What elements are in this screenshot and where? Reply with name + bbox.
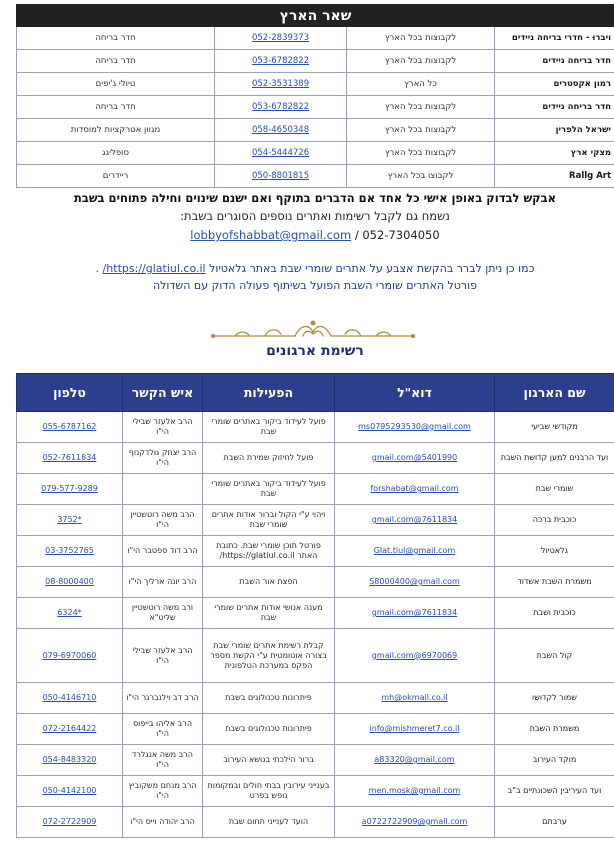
org-email-link[interactable]: men.mosk@gmail.com bbox=[368, 786, 461, 795]
contact-separator: / bbox=[354, 228, 359, 242]
org-contact-person: הרב דוד ספטבר הי"ו bbox=[127, 546, 198, 555]
ornament-divider-icon bbox=[205, 318, 421, 344]
attraction-row bbox=[17, 73, 614, 96]
attraction-row bbox=[17, 119, 614, 142]
org-phone-link[interactable]: 055-6787162 bbox=[42, 422, 97, 431]
org-activity: בענייני עירובין בבתי חולים ובמקומות נופש בפרט bbox=[207, 781, 330, 800]
attraction-area: לקבוצות בכל הארץ bbox=[384, 125, 457, 135]
org-activity: פורטל תוכן שומרי שבת. כתובת האתר https://glatiul.co.il/ bbox=[216, 541, 321, 560]
col-header-contact: איש הקשר bbox=[123, 374, 203, 412]
org-name: שומרי שבת bbox=[535, 484, 574, 493]
attraction-area: לקבוצות בכל הארץ bbox=[384, 56, 457, 66]
org-contact-person: הרב אלעזר שבילי הי"ו bbox=[132, 417, 193, 436]
org-activity: הועד לענייני תחום שבת bbox=[228, 817, 309, 826]
attraction-row bbox=[17, 96, 614, 119]
org-contact-person: ורב משה רוטשטיין שליט"א bbox=[131, 603, 194, 622]
org-activity: פועל לחיזוק שמירת השבת bbox=[223, 453, 314, 462]
org-phone-link[interactable]: 08-8000400 bbox=[45, 577, 94, 586]
attraction-type: מגוון אטרקציות למוסדות bbox=[70, 125, 161, 135]
org-phone-link[interactable]: 054-8483320 bbox=[42, 755, 97, 764]
org-contact-person: הרב אליהו בייפוס הי"ו bbox=[132, 719, 193, 738]
org-contact-person: הרב דב וילנברגר הי"ו bbox=[126, 693, 199, 702]
org-email-link[interactable]: a83320@gmail.com bbox=[374, 755, 455, 764]
org-name: כוכבית ברכה bbox=[532, 515, 577, 524]
attraction-row bbox=[17, 50, 614, 73]
attraction-area: לקבוצו בכל הארץ bbox=[387, 171, 454, 181]
attraction-area: לקבוצות בכל הארץ bbox=[384, 33, 457, 43]
attraction-name: ישראל הלפרין bbox=[555, 125, 612, 135]
org-contact-person: הרב משה רוטשטיין הי"ו bbox=[130, 510, 195, 529]
org-phone-link[interactable]: 079-577-9289 bbox=[41, 484, 98, 493]
org-name: כוכבית ושבת bbox=[533, 608, 576, 617]
attraction-type: חדר בריחה bbox=[95, 102, 136, 112]
attraction-phone-link[interactable]: 058-4650348 bbox=[251, 125, 310, 135]
org-email-link[interactable]: forshabat@gmail.com bbox=[370, 484, 459, 493]
organization-row bbox=[17, 714, 614, 745]
org-phone-link[interactable]: 050-4142100 bbox=[42, 786, 97, 795]
glatiul-tail: . bbox=[95, 262, 100, 275]
organization-row bbox=[17, 412, 614, 443]
col-header-email: דוא"ל bbox=[335, 374, 495, 412]
attraction-name: חדר בריחה ניידים bbox=[542, 102, 612, 112]
org-phone-link[interactable]: 052-7611834 bbox=[42, 453, 97, 462]
org-name: קול השבת bbox=[536, 650, 573, 660]
org-name: גלאטיול bbox=[541, 546, 568, 555]
attraction-name: ויברוּ - חדרי בריחה ניידים bbox=[511, 33, 612, 43]
attraction-name: Rallg Art bbox=[569, 171, 612, 181]
org-name: משמרת השבת bbox=[529, 724, 580, 733]
contact-email-link[interactable]: lobbyofshabbat@gmail.com bbox=[190, 228, 352, 242]
attraction-name: מצקי ארץ bbox=[570, 148, 612, 158]
organization-row bbox=[17, 536, 614, 567]
organization-row bbox=[17, 683, 614, 714]
org-phone-link[interactable]: 079-6970060 bbox=[42, 650, 97, 660]
attraction-type: חדר בריחה bbox=[95, 33, 136, 43]
attraction-phone-link[interactable]: 052-3531389 bbox=[251, 79, 310, 89]
attraction-phone-link[interactable]: 050-8801815 bbox=[251, 171, 310, 181]
org-phone-link[interactable]: 072-2722909 bbox=[42, 817, 97, 826]
request-note: נשמח גם לקבל רשימות ואתרים נוספים הסוגרים בשבת: bbox=[180, 209, 450, 223]
attraction-row bbox=[17, 142, 614, 165]
organizations-table bbox=[16, 373, 614, 838]
org-name: שמור לקדושו bbox=[532, 693, 577, 702]
glatiul-link[interactable]: https://glatiul.co.il/ bbox=[102, 262, 206, 275]
org-contact-person: הרב מנחם משקוביץ הי"ו bbox=[128, 781, 197, 800]
org-activity: הפצת אור השבת bbox=[239, 577, 298, 586]
organization-row bbox=[17, 745, 614, 776]
attraction-area: לקבוצות בכל הארץ bbox=[384, 102, 457, 112]
org-email-link[interactable]: S8000400@gmail.com bbox=[369, 577, 460, 586]
attraction-name: רמון אקסטרים bbox=[553, 79, 612, 89]
attraction-type: סופליגג bbox=[102, 148, 129, 158]
attraction-phone-link[interactable]: 052-2839373 bbox=[251, 33, 310, 43]
org-phone-link[interactable]: 072-2164422 bbox=[42, 724, 97, 733]
org-email-link[interactable]: mh@okmail.co.il bbox=[381, 693, 448, 702]
attraction-type: ריידרים bbox=[102, 171, 129, 181]
org-activity: ברור הילכתי בנושא העירוב bbox=[223, 755, 314, 764]
org-email-link[interactable]: info@mishmeret7.co.il bbox=[369, 724, 460, 733]
org-email-link[interactable]: ms0795293530@gmail.com bbox=[358, 422, 471, 431]
org-contact-person: הרב יהודה וייס הי"ו bbox=[130, 817, 195, 826]
attraction-phone-link[interactable]: 053-6782822 bbox=[251, 102, 310, 112]
attraction-phone-link[interactable]: 053-6782822 bbox=[251, 56, 310, 66]
contact-line bbox=[16, 228, 614, 242]
org-activity: פיתרונות טכנולוגים בשבת bbox=[225, 724, 312, 733]
organization-row bbox=[17, 807, 614, 838]
attraction-type: חדר בריחה bbox=[95, 56, 136, 66]
org-name: ערבתם bbox=[542, 817, 567, 826]
org-phone-link[interactable]: *3752 bbox=[57, 515, 82, 524]
col-header-activity: הפעילות bbox=[203, 374, 335, 412]
organization-row bbox=[17, 567, 614, 598]
col-header-phone: טלפון bbox=[17, 374, 123, 412]
org-contact-person: הרב יצחק גולדקנוף הי"ו bbox=[128, 448, 197, 467]
org-name: מקודשי שביעי bbox=[531, 422, 578, 431]
attraction-area: לקבוצות בכל הארץ bbox=[384, 148, 457, 158]
org-activity: ויהוי ע"י הקול וברור אודות אתרים שומרי שבת bbox=[211, 510, 326, 529]
org-email-link[interactable]: gmail.com@7611834 bbox=[371, 515, 458, 524]
org-activity: קבלת רשימת אתרים שומרי שבת בצורה אוטומטית ע"י הקשת מספר הפקס במערכת הטלפונית bbox=[210, 640, 327, 670]
org-contact-person: הרב יונה ארליך הי"ו bbox=[128, 577, 197, 586]
org-email-link[interactable]: gmail.com@7611834 bbox=[371, 608, 458, 617]
org-email-link[interactable]: a0722722909@gmail.com bbox=[361, 817, 468, 826]
attraction-area: כל הארץ bbox=[404, 79, 437, 89]
attractions-table bbox=[16, 4, 614, 188]
attraction-phone-link[interactable]: 054-5444726 bbox=[251, 148, 310, 158]
org-name: מוקד העירוב bbox=[532, 755, 577, 764]
portal-note: פורטל האתרים שומרי השבת הפועל בשיתוף פעולה הדוק עם השדולה bbox=[152, 279, 478, 292]
org-list-title: רשימת ארגונים bbox=[266, 343, 364, 359]
contact-phone: 052-7304050 bbox=[362, 228, 440, 242]
col-header-name: שם הארגון bbox=[495, 374, 614, 412]
org-email-link[interactable]: gmail.com@6970069 bbox=[371, 650, 458, 660]
org-activity: פועל לעידוד ביקור באתרים שומרי שבת bbox=[211, 417, 326, 436]
organization-row bbox=[17, 776, 614, 807]
org-name: ועד הרבנים למען קדושת השבת bbox=[500, 453, 609, 462]
organization-row bbox=[17, 505, 614, 536]
org-phone-link[interactable]: 050-4146710 bbox=[42, 693, 97, 702]
attraction-row bbox=[17, 27, 614, 50]
org-phone-link[interactable]: 03-3752765 bbox=[45, 546, 94, 555]
org-activity: פועל לעידוד ביקור באתרים שומרי שבת bbox=[211, 479, 326, 498]
org-contact-person: הרב אלעזר שבילי הי"ו bbox=[132, 645, 193, 665]
org-activity: פיתרונות טכנולוגים בשבת bbox=[225, 693, 312, 702]
region-header: שאר הארץ bbox=[17, 5, 614, 27]
glatiul-note bbox=[16, 262, 614, 275]
organization-row bbox=[17, 598, 614, 629]
org-email-link[interactable]: gmail.com@5401990 bbox=[371, 453, 458, 462]
organization-row bbox=[17, 474, 614, 505]
glatiul-text: כמו כן ניתן לברר בהקשת אצבע על אתרים שומרי שבת באתר גלאטיול bbox=[209, 262, 535, 275]
attraction-type: טיולי ג'יפים bbox=[95, 79, 136, 89]
attraction-row bbox=[17, 165, 614, 188]
verification-note: אבקש לבדוק באופן אישי כל אחד אם הדברים בתוקף ואם ישנם שינוים וחילה פתוחים בשבת bbox=[73, 191, 557, 205]
org-phone-link[interactable]: *6324 bbox=[57, 608, 82, 617]
org-activity: מענה אנושי אודות אתרים שומרי שבת bbox=[214, 603, 323, 622]
org-email-link[interactable]: Glat.tiul@gmail.com bbox=[373, 546, 456, 555]
organization-row bbox=[17, 443, 614, 474]
org-name: ועד העיריבין השכונתיים ב"ב bbox=[507, 786, 602, 795]
org-name: משמרת השבת אשדוד bbox=[517, 577, 592, 586]
attraction-name: חדר בריחה ניידים bbox=[542, 56, 612, 66]
org-table-header-row bbox=[17, 374, 614, 412]
org-contact-person: הרב משה אנגלרד הי"ו bbox=[131, 750, 194, 769]
organization-row bbox=[17, 629, 614, 683]
